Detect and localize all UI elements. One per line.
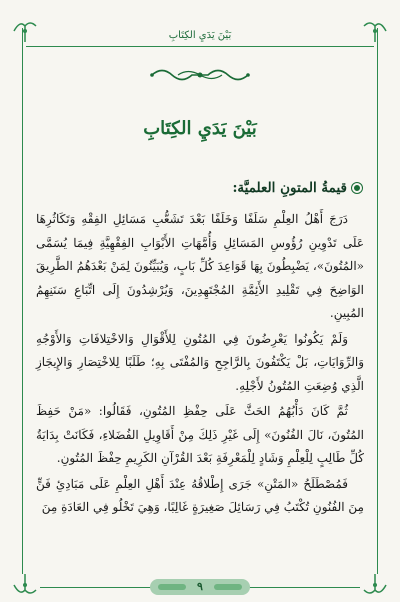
section-heading-text: قيمةُ المتونِ العلميَّة: <box>232 180 347 196</box>
paragraph: فَمُصْطَلَحُ «المَتْنِ» جَرَى إِطْلاقُهُ عِنْدَ أَهْلِ العِلْمِ عَلَى مَبَادِئِ فَنٍّ مِنَ الفُنُونِ تُكْتَبُ فِي رَسَائِلَ صَغِيرَةٍ غَالِبًا، وَهِيَ تَخْلُو فِي العَادَةِ مِنَ <box>36 476 364 514</box>
page-number: ٩ <box>197 580 203 593</box>
page-number-badge <box>150 579 250 595</box>
paragraph: دَرَجَ أَهْلُ العِلْمِ سَلَفًا وَخَلَفًا بَعْدَ تَشَعُّبِ مَسَائِلِ الفِقْهِ وَتَكَاثُرِهَا عَلَى تَدْوِينِ رُؤُوسِ المَسَائِلِ وَأُمَّهَاتِ الأَبْوَابِ الفِقْهِيَّةِ فِيمَا يُسَمَّى «المُتُونَ»، يَضْبِطُونَ بِهَا قَوَاعِدَ كُلِّ بَابٍ، وَيُبَيِّنُونَ لِمَنْ بَعْدَهُمُ الطَّرِيقَ الوَاضِحَ فِي تَقْلِيدِ الأَئِمَّةِ المُجْتَهِدِينَ، وَيُرْشِدُونَ إِلَى اتِّبَاعِ سَنَنِهِمُ المُبِينِ. <box>36 212 364 320</box>
corner-ornament-icon <box>362 572 388 598</box>
body-text <box>36 208 364 522</box>
corner-ornament-icon <box>12 572 38 598</box>
bullet-icon <box>352 183 362 193</box>
running-header: بَيْنَ يَدَيِ الكِتَابِ <box>168 30 232 41</box>
header-rule <box>26 46 374 47</box>
paragraph: وَلَمْ يَكُونُوا يَعْرِضُونَ فِي المُتُونِ لِلأَقْوَالِ وَالاخْتِلافَاتِ وَالأَوْجُهِ وَالرِّوَايَاتِ، بَلْ يَكْتَفُونَ بِالرَّاجِحِ وَالمُفْتَى بِهِ؛ طَلَبًا لِلاخْتِصَارِ وَالإِيجَازِ الَّذِي وُضِعَتِ المُتُونُ لأَجْلِهِ. <box>36 331 364 393</box>
paragraph: ثُمَّ كَانَ دَأْبُهُمُ الحَثَّ عَلَى حِفْظِ المُتُونِ، فَقَالُوا: «مَنْ حَفِظَ المُتُونَ، نَالَ الفُنُونَ» إِلَى غَيْرِ ذَلِكَ مِنْ أَقَاوِيلِ الفُضَلاءِ، فَكَانَتْ بِدَايَةُ كُلِّ طَالِبٍ لِلْعِلْمِ وَشَادٍ لِلْمَعْرِفَةِ بَعْدَ القُرْآنِ الكَرِيمِ حِفْظَ المُتُونِ. <box>36 404 364 465</box>
page-title: بَيْنَ يَدَيِ الكِتَابِ <box>143 118 257 139</box>
section-heading <box>232 180 362 196</box>
title-ornament-icon <box>148 64 252 86</box>
